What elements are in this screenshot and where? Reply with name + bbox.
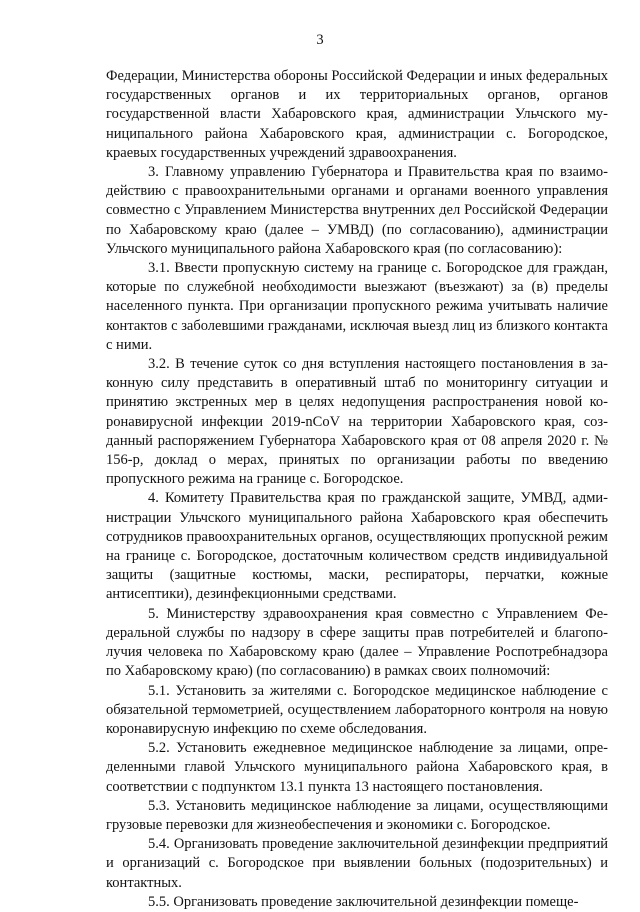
document-body xyxy=(106,67,608,912)
paragraph-item-5: 5. Министерству здравоохранения края совместно с Управлением Федеральной службы по надзору в сфере защиты прав потребителей и благополучия человека по Хабаровскому краю (далее – Управление Роспотребнадзора по Хабаровскому краю) (по согласованию) в рамках своих полномочий: xyxy=(106,605,608,680)
paragraph-item-4: 4. Комитету Правительства края по гражданской защите, УМВД, администрации Ульчского муниципального района Хабаровского края обеспечить сотрудников правоохранительных органов, осуществляющих пропускной режим на границе с. Богородское, достаточным количеством средств индивидуальной защиты (защитные костюмы, маски, респираторы, перчатки, кожные антисептики), дезинфекционными средствами. xyxy=(106,490,608,603)
page-number: 3 xyxy=(316,32,324,48)
paragraph-item-5-4: 5.4. Организовать проведение заключительной дезинфекции предприятий и организаций с. Богородское при выявлении больных (подозрительных) и контактных. xyxy=(106,836,608,891)
paragraph-continuation: Федерации, Министерства обороны Российской Федерации и иных федеральных государственных органов и их территориальных органов, органов государственной власти Хабаровского края, администрации Ульчского муниципального района Хабаровского края, администрации с. Богородское, краевых государственных учреждений здравоохранения. xyxy=(106,68,608,161)
paragraph-item-5-5: 5.5. Организовать проведение заключительной дезинфекции помеще- xyxy=(148,893,579,910)
paragraph-item-5-2: 5.2. Установить ежедневное медицинское наблюдение за лицами, определенными главой Ульчского муниципального района Хабаровского края, в соответствии с подпунктом 13.1 пункта 13 настоящего постановления. xyxy=(106,740,608,795)
paragraph-item-5-1: 5.1. Установить за жителями с. Богородское медицинское наблюдение с обязательной термометрией, осуществлением лабораторного контроля на новую коронавирусную инфекцию по схеме обследования. xyxy=(106,682,608,737)
paragraph-item-3: 3. Главному управлению Губернатора и Правительства края по взаимодействию с правоохранительными органами и органами военного управления совместно с Управлением Министерства внутренних дел Российской Федерации по Хабаровскому краю (далее – УМВД) (по согласованию), администрации Ульчского муниципального района Хабаровского края (по согласованию): xyxy=(106,164,608,257)
paragraph-item-3-2: 3.2. В течение суток со дня вступления настоящего постановления в законную силу представить в оперативный штаб по мониторингу ситуации и принятию экстренных мер в целях недопущения распространения новой коронавирусной инфекции 2019-nCoV на территории Хабаровского края, созданный распоряжением Губернатора Хабаровского края от 08 апреля 2020 г. № 156-р, доклад о мерах, принятых по организации работы по введению пропускного режима на границе с. Богородское. xyxy=(106,356,608,488)
paragraph-item-5-3: 5.3. Установить медицинское наблюдение за лицами, осуществляющими грузовые перевозки для жизнеобеспечения и экономики с. Богородское. xyxy=(106,797,608,833)
paragraph-item-3-1: 3.1. Ввести пропускную систему на границе с. Богородское для граждан, которые по служебной необходимости выезжают (въезжают) за (в) пределы населенного пункта. При организации пропускного режима учитывать наличие контактов с заболевшими гражданами, исключая выезд лиц из близкого контакта с ними. xyxy=(106,260,608,353)
